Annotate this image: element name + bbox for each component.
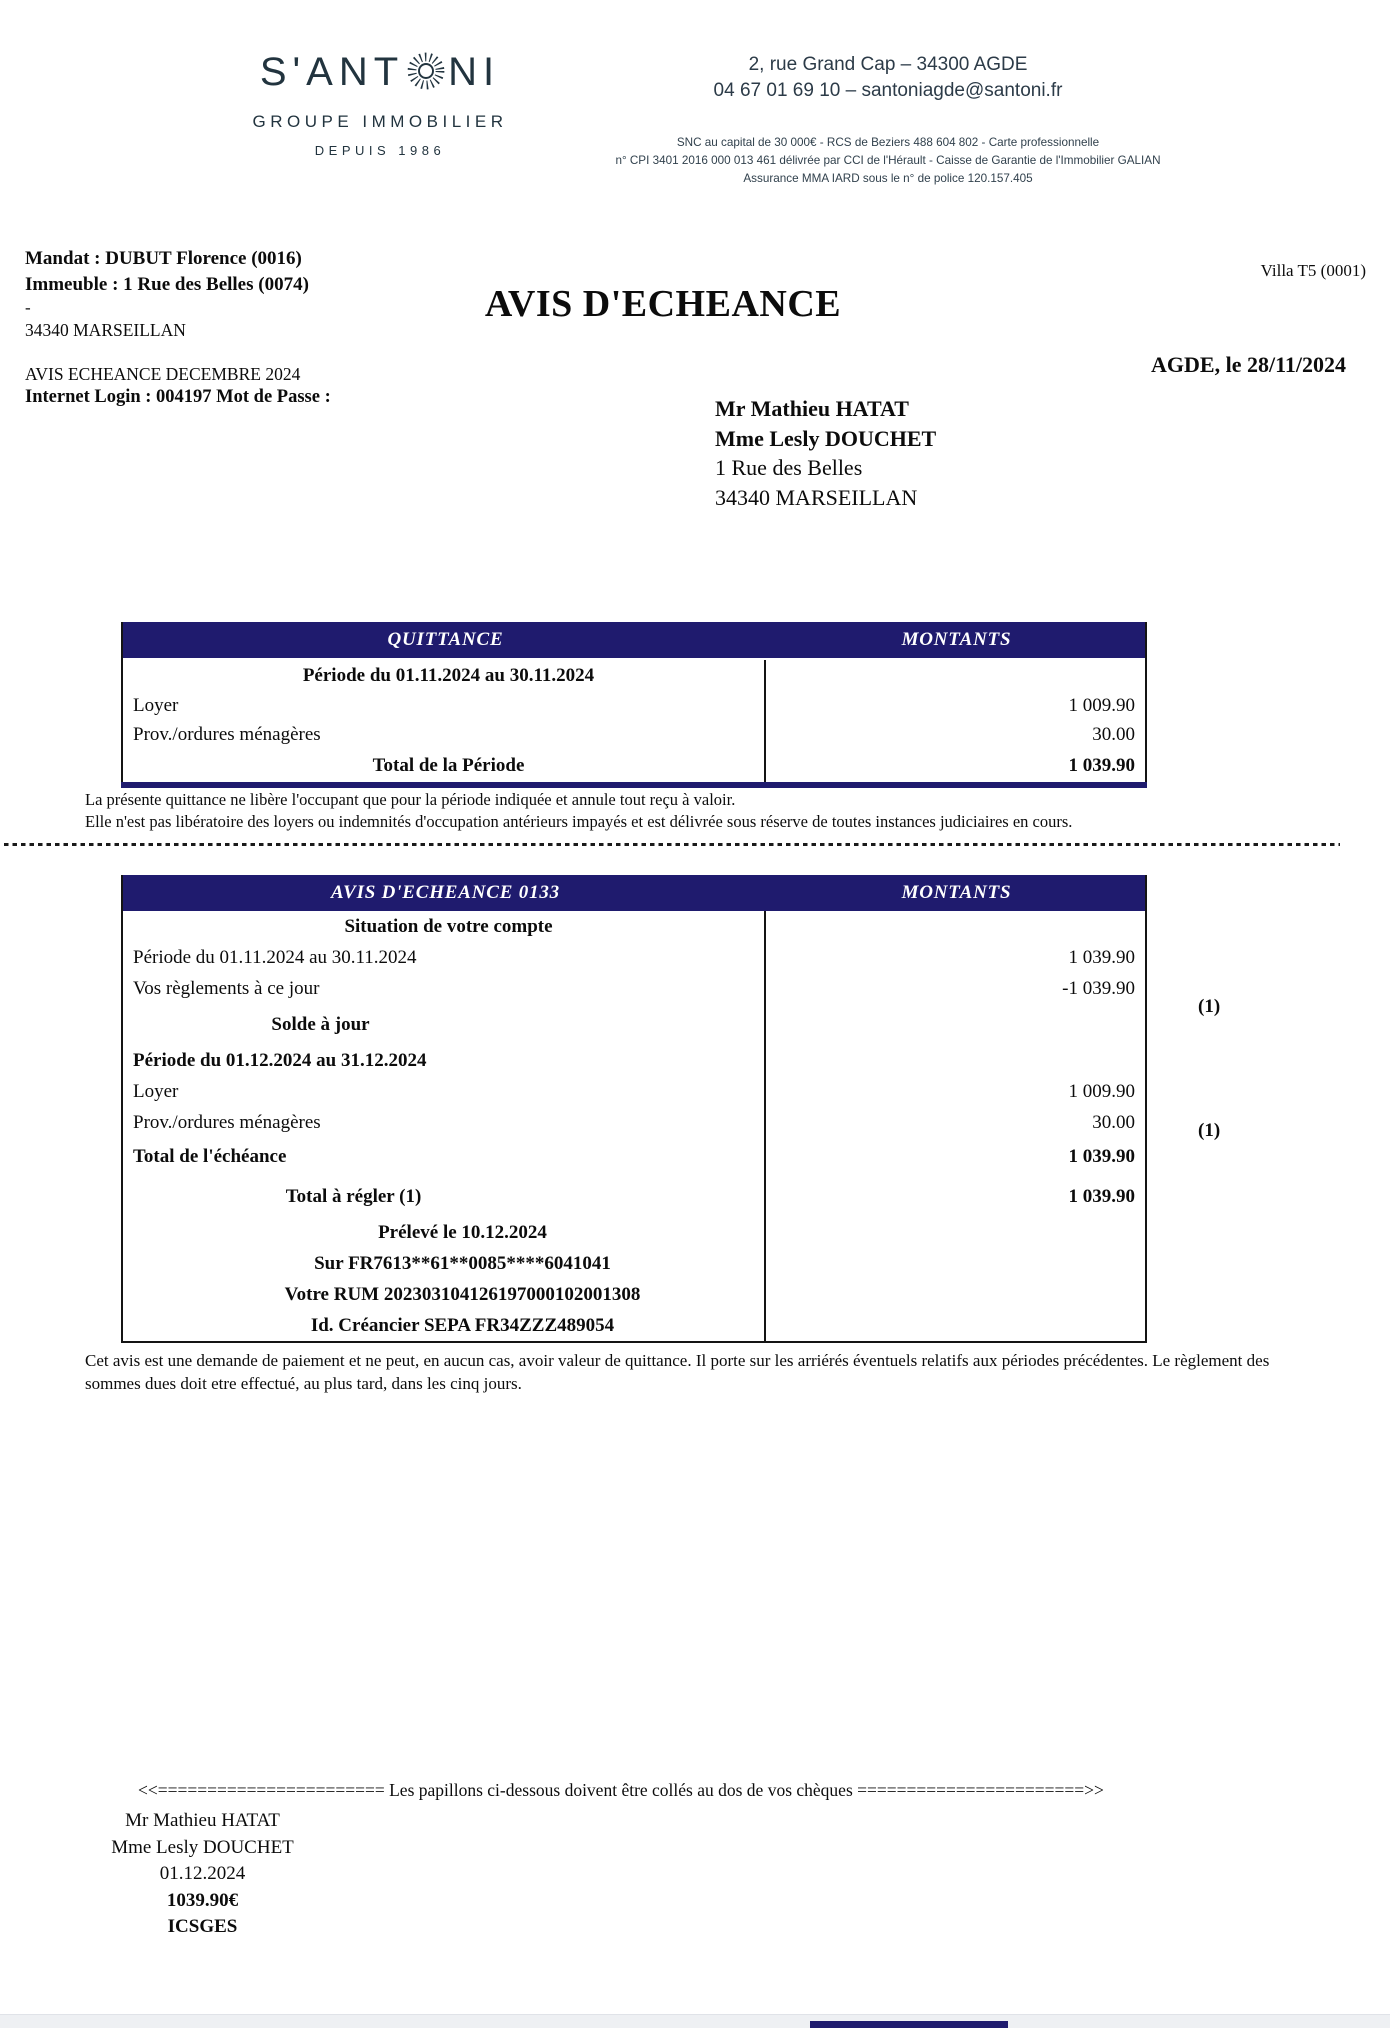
stub-amount: 1039.90€ <box>166 1889 239 1911</box>
quittance-notes <box>85 789 1072 832</box>
logo-subtitle: GROUPE IMMOBILIER <box>252 112 508 131</box>
row-value: 1 009.90 <box>1068 694 1135 716</box>
row-label: Total à régler (1) <box>285 1185 422 1207</box>
recipient-street: 1 Rue des Belles <box>715 455 863 480</box>
quittance-col2-header: MONTANTS <box>901 629 1012 650</box>
table-row <box>123 1004 1145 1045</box>
santoni-logo <box>205 50 555 158</box>
table-row <box>123 691 1145 720</box>
table-row <box>123 942 1145 973</box>
recipient-name-1: Mr Mathieu HATAT <box>715 396 909 421</box>
quittance-col1-header: QUITTANCE <box>387 629 504 650</box>
row-value: 1 039.90 <box>1068 946 1135 968</box>
row-label: Sur FR7613**61**0085****6041041 <box>314 1252 611 1274</box>
row-label: Période du 01.11.2024 au 30.11.2024 <box>133 946 417 968</box>
agency-contact-block <box>638 52 1138 104</box>
footnote-marker-1: (1) <box>1198 996 1221 1017</box>
avis-reference: AVIS ECHEANCE DECEMBRE 2024 <box>25 364 301 384</box>
row-value: 1 039.90 <box>1068 1146 1135 1167</box>
legal-line-2: n° CPI 3401 2016 000 013 461 délivrée par CCI de l'Hérault - Caisse de Garantie de l'Immobilier GALIAN <box>615 154 1161 167</box>
row-label: Vos règlements à ce jour <box>133 977 320 999</box>
next-page-header-fragment <box>810 2021 1008 2028</box>
logo-since: DEPUIS 1986 <box>314 143 446 158</box>
cheque-stub <box>95 1808 310 1941</box>
dotted-separator <box>4 843 1340 846</box>
table-row <box>123 1217 1145 1248</box>
row-label: Prov./ordures ménagères <box>133 1111 321 1133</box>
stub-code: ICSGES <box>167 1916 238 1937</box>
row-label: Période du 01.12.2024 au 31.12.2024 <box>133 1049 427 1071</box>
date-place: AGDE, le 28/11/2024 <box>1151 352 1346 377</box>
table-row <box>123 720 1145 749</box>
table-row <box>123 911 1145 942</box>
table-row <box>123 1107 1145 1138</box>
table-row <box>123 658 1145 691</box>
row-value: -1 039.90 <box>1062 977 1135 999</box>
footnote-marker-2: (1) <box>1198 1120 1221 1141</box>
quittance-table <box>121 622 1147 788</box>
row-value: 1 039.90 <box>1068 1185 1135 1207</box>
logo-wordmark <box>205 50 555 95</box>
mandate-line: Mandat : DUBUT Florence (0016) <box>25 248 302 269</box>
echeance-col2-header: MONTANTS <box>901 882 1012 903</box>
row-label: Votre RUM 202303104126197000102001308 <box>284 1283 641 1305</box>
agency-address: 2, rue Grand Cap – 34300 AGDE <box>748 54 1028 75</box>
row-label: Prov./ordures ménagères <box>133 723 321 745</box>
row-value: 1 009.90 <box>1068 1080 1135 1102</box>
table-row <box>123 1310 1145 1341</box>
recipient-name-2: Mme Lesly DOUCHET <box>715 425 937 451</box>
logo-text-right: NI <box>448 50 501 94</box>
table-bottom-bar <box>121 782 1147 788</box>
table-row <box>123 1248 1145 1279</box>
logo-text-left: S'ANT <box>259 50 405 94</box>
row-label: Prélevé le 10.12.2024 <box>378 1221 547 1243</box>
mandate-city: 34340 MARSEILLAN <box>25 320 186 340</box>
row-value: 1 039.90 <box>1068 754 1135 776</box>
table-row <box>123 1076 1145 1107</box>
table-row <box>123 749 1145 782</box>
row-label: Id. Créancier SEPA FR34ZZZ489054 <box>310 1314 615 1336</box>
sun-icon <box>405 50 447 92</box>
recipient-city: 34340 MARSEILLAN <box>715 484 918 510</box>
row-label: Total de l'échéance <box>133 1146 287 1167</box>
row-label: Loyer <box>133 694 179 716</box>
row-value: 30.00 <box>1092 1111 1135 1133</box>
table-row <box>123 1176 1145 1217</box>
row-value: 30.00 <box>1092 723 1135 745</box>
payment-notice-line-1: Cet avis est une demande de paiement et ne peut, en aucun cas, avoir valeur de quittance. Il porte sur les arriérés éventuels relatifs aux périodes précédentes. Le règlement des <box>85 1351 1270 1370</box>
building-line: Immeuble : 1 Rue des Belles (0074) <box>25 274 309 295</box>
quittance-note-1: La présente quittance ne libère l'occupant que pour la période indiquée et annule tout reçu à valoir. <box>85 790 736 809</box>
internet-login: Internet Login : 004197 Mot de Passe : <box>25 387 331 407</box>
recipient-address <box>715 394 936 512</box>
legal-line-1: SNC au capital de 30 000€ - RCS de Beziers 488 604 802 - Carte professionnelle <box>676 136 1100 149</box>
mandate-block <box>25 246 309 342</box>
agency-phone-email: 04 67 01 69 10 – santoniagde@santoni.fr <box>713 80 1063 101</box>
table-row <box>123 1138 1145 1176</box>
stub-name-2: Mme Lesly DOUCHET <box>111 1836 294 1858</box>
page-gap <box>0 2014 1390 2028</box>
echeance-table <box>121 875 1147 1343</box>
dash-line: - <box>25 298 31 317</box>
table-row <box>123 1279 1145 1310</box>
quittance-note-2: Elle n'est pas libératoire des loyers ou indemnités d'occupation antérieurs impayés et est délivrée sous réserve de toutes instances judiciaires en cours. <box>85 811 1073 831</box>
stub-name-1: Mr Mathieu HATAT <box>125 1810 280 1831</box>
agency-legal-block <box>613 134 1163 188</box>
row-label: Période du 01.11.2024 au 30.11.2024 <box>302 664 595 686</box>
quittance-table-header <box>123 622 1145 658</box>
payment-notice <box>85 1350 1269 1395</box>
table-row <box>123 1045 1145 1076</box>
row-label: Loyer <box>133 1080 179 1102</box>
villa-reference: Villa T5 (0001) <box>1260 261 1366 280</box>
row-label: Situation de votre compte <box>344 915 553 937</box>
echeance-col1-header: AVIS D'ECHEANCE 0133 <box>331 882 560 903</box>
stub-date: 01.12.2024 <box>159 1863 246 1884</box>
stub-separator-line: <<======================= Les papillons ci-dessous doivent être collés au dos de vos chèques =======================>> <box>138 1780 1104 1800</box>
echeance-table-header <box>123 875 1145 911</box>
payment-notice-line-2: sommes dues doit etre effectué, au plus tard, dans les cinq jours. <box>85 1373 522 1393</box>
row-label: Total de la Période <box>372 754 525 776</box>
row-label: Solde à jour <box>271 1013 370 1035</box>
page-title: AVIS D'ECHEANCE <box>484 283 842 325</box>
table-row <box>123 973 1145 1004</box>
legal-line-3: Assurance MMA IARD sous le n° de police 120.157.405 <box>743 172 1033 185</box>
